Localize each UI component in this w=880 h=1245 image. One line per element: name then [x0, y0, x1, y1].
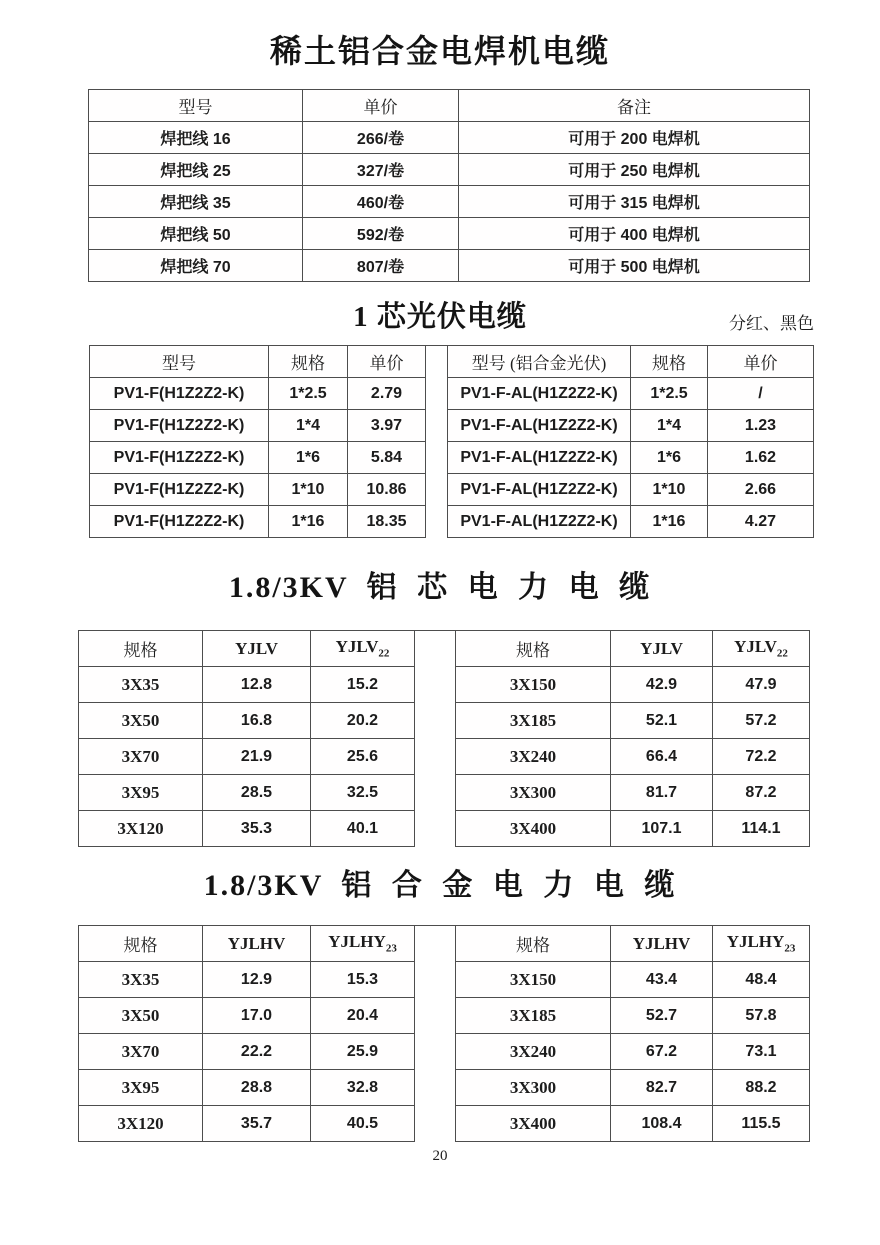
cell-price: 40.5: [311, 1106, 415, 1142]
cell-price: 3.97: [348, 410, 426, 442]
cell-price: 73.1: [713, 1034, 810, 1070]
cell-price: 67.2: [611, 1034, 713, 1070]
color-availability-note: 分红、黑色: [729, 314, 814, 333]
table-row: [456, 1070, 810, 1106]
cell-price: 28.5: [203, 775, 311, 811]
cell-price: 48.4: [713, 962, 810, 998]
table-row: [89, 218, 810, 250]
cell-model: 焊把线 16: [89, 122, 303, 154]
cell-price: 88.2: [713, 1070, 810, 1106]
column-header-spec: 规格: [456, 926, 611, 962]
cell-spec: 3X120: [79, 1106, 203, 1142]
al-core-cable-table-right: [455, 630, 810, 847]
cell-price: 16.8: [203, 703, 311, 739]
cell-model: 焊把线 25: [89, 154, 303, 186]
table-row: [456, 962, 810, 998]
table-row: [456, 1034, 810, 1070]
cell-price: 18.35: [348, 506, 426, 538]
column-header-price: 单价: [303, 90, 459, 122]
cell-spec: 3X150: [456, 962, 611, 998]
cell-price: 25.6: [311, 739, 415, 775]
table-row: [79, 739, 415, 775]
al-alloy-cable-table-right: [455, 925, 810, 1142]
cell-spec: 3X70: [79, 1034, 203, 1070]
column-header-spec: 规格: [79, 631, 203, 667]
cell-price: 108.4: [611, 1106, 713, 1142]
cell-price: 460/卷: [303, 186, 459, 218]
cell-price: 57.2: [713, 703, 810, 739]
table-row: [448, 378, 814, 410]
table-row: [456, 703, 810, 739]
cell-spec: 3X240: [456, 1034, 611, 1070]
cell-spec: 1*10: [269, 474, 348, 506]
cell-price: 35.3: [203, 811, 311, 847]
table-gap-connector: [415, 925, 455, 926]
column-header-model: 型号: [90, 346, 269, 378]
cell-model: PV1-F(H1Z2Z2-K): [90, 506, 269, 538]
cell-spec: 3X400: [456, 811, 611, 847]
cell-price: 47.9: [713, 667, 810, 703]
table-row: [90, 442, 426, 474]
cell-spec: 3X70: [79, 739, 203, 775]
cell-model: PV1-F(H1Z2Z2-K): [90, 410, 269, 442]
cell-model: PV1-F-AL(H1Z2Z2-K): [448, 506, 631, 538]
column-header-yjlv22: [713, 631, 810, 667]
column-header-yjlv22: [311, 631, 415, 667]
table-gap-connector: [415, 630, 455, 631]
cell-remark: 可用于 400 电焊机: [459, 218, 810, 250]
table-header-row: [456, 926, 810, 962]
column-header-yjlhy23: [311, 926, 415, 962]
header-subscript: 23: [385, 942, 397, 955]
table-row: [456, 1106, 810, 1142]
table-row: [79, 775, 415, 811]
cell-price: 2.66: [708, 474, 814, 506]
column-header-spec: 规格: [631, 346, 708, 378]
al-core-cable-table-left: [78, 630, 415, 847]
header-base: YJLHY: [328, 932, 386, 952]
table-row: [90, 410, 426, 442]
pv-cable-table-aluminum: [447, 345, 814, 538]
cell-price: 42.9: [611, 667, 713, 703]
al-alloy-cable-table-left: [78, 925, 415, 1142]
cell-price: 266/卷: [303, 122, 459, 154]
table-row: [79, 1034, 415, 1070]
cell-price: 21.9: [203, 739, 311, 775]
cell-spec: 1*2.5: [631, 378, 708, 410]
cell-price: 20.2: [311, 703, 415, 739]
cell-price: 52.7: [611, 998, 713, 1034]
cell-remark: 可用于 250 电焊机: [459, 154, 810, 186]
table-row: [79, 703, 415, 739]
cell-model: PV1-F-AL(H1Z2Z2-K): [448, 378, 631, 410]
table-gap-connector: [426, 345, 447, 346]
cell-spec: 3X300: [456, 775, 611, 811]
column-header-yjlv: YJLV: [203, 631, 311, 667]
cell-price: 1.62: [708, 442, 814, 474]
cell-price: 15.3: [311, 962, 415, 998]
section1-title: 稀土铝合金电焊机电缆: [269, 33, 610, 69]
column-header-yjlv: YJLV: [611, 631, 713, 667]
cell-spec: 1*2.5: [269, 378, 348, 410]
table-row: [456, 998, 810, 1034]
table-row: [456, 739, 810, 775]
cell-price: 57.8: [713, 998, 810, 1034]
column-header-model: 型号: [89, 90, 303, 122]
cell-model: PV1-F(H1Z2Z2-K): [90, 378, 269, 410]
cell-spec: 1*6: [269, 442, 348, 474]
column-header-spec: 规格: [269, 346, 348, 378]
column-header-price: 单价: [348, 346, 426, 378]
table-row: [90, 378, 426, 410]
cell-price: 40.1: [311, 811, 415, 847]
cell-price: 592/卷: [303, 218, 459, 250]
table-row: [79, 962, 415, 998]
cell-price: 35.7: [203, 1106, 311, 1142]
cell-price: 12.9: [203, 962, 311, 998]
cell-price: 20.4: [311, 998, 415, 1034]
cell-spec: 1*16: [269, 506, 348, 538]
table-row: [79, 667, 415, 703]
column-header-model: 型号 (铝合金光伏): [448, 346, 631, 378]
cell-price: 114.1: [713, 811, 810, 847]
table-row: [89, 186, 810, 218]
column-header-spec: 规格: [456, 631, 611, 667]
cell-spec: 1*10: [631, 474, 708, 506]
cell-price: 25.9: [311, 1034, 415, 1070]
table-header-row: [448, 346, 814, 378]
table-header-row: [90, 346, 426, 378]
cell-model: 焊把线 50: [89, 218, 303, 250]
table-row: [79, 1106, 415, 1142]
table-row: [448, 506, 814, 538]
cell-spec: 3X185: [456, 998, 611, 1034]
cell-model: PV1-F-AL(H1Z2Z2-K): [448, 410, 631, 442]
cell-spec: 3X35: [79, 667, 203, 703]
cell-price: 81.7: [611, 775, 713, 811]
table-header-row: [79, 631, 415, 667]
table-row: [90, 506, 426, 538]
cell-model: PV1-F(H1Z2Z2-K): [90, 474, 269, 506]
table-row: [79, 811, 415, 847]
cell-price: 52.1: [611, 703, 713, 739]
column-header-yjlhv: YJLHV: [611, 926, 713, 962]
cell-price: 2.79: [348, 378, 426, 410]
cell-price: /: [708, 378, 814, 410]
cell-model: PV1-F-AL(H1Z2Z2-K): [448, 442, 631, 474]
table-row: [448, 410, 814, 442]
table-row: [79, 1070, 415, 1106]
cell-model: PV1-F-AL(H1Z2Z2-K): [448, 474, 631, 506]
cell-spec: 3X95: [79, 1070, 203, 1106]
section4-title: 1.8/3KV 铝 合 金 电 力 电 缆: [203, 869, 677, 902]
cell-spec: 3X300: [456, 1070, 611, 1106]
cell-price: 87.2: [713, 775, 810, 811]
cell-price: 72.2: [713, 739, 810, 775]
cell-price: 32.5: [311, 775, 415, 811]
table-row: [456, 811, 810, 847]
column-header-remark: 备注: [459, 90, 810, 122]
cell-price: 107.1: [611, 811, 713, 847]
header-base: YJLV: [734, 637, 777, 657]
column-header-yjlhv: YJLHV: [203, 926, 311, 962]
section2-title: 1 芯光伏电缆: [353, 301, 527, 333]
cell-remark: 可用于 500 电焊机: [459, 250, 810, 282]
column-header-spec: 规格: [79, 926, 203, 962]
header-base: YJLV: [335, 637, 379, 657]
table-row: [89, 122, 810, 154]
table-row: [89, 250, 810, 282]
column-header-price: 单价: [708, 346, 814, 378]
cell-spec: 3X400: [456, 1106, 611, 1142]
cell-spec: 3X50: [79, 703, 203, 739]
cell-price: 28.8: [203, 1070, 311, 1106]
cell-spec: 1*16: [631, 506, 708, 538]
pv-cable-table-copper: [89, 345, 426, 538]
cell-spec: 1*6: [631, 442, 708, 474]
cell-price: 12.8: [203, 667, 311, 703]
cell-remark: 可用于 200 电焊机: [459, 122, 810, 154]
header-subscript: 22: [378, 647, 390, 660]
cell-price: 82.7: [611, 1070, 713, 1106]
table-row: [456, 775, 810, 811]
cell-price: 32.8: [311, 1070, 415, 1106]
table-row: [79, 998, 415, 1034]
table-row: [89, 154, 810, 186]
table-row: [448, 442, 814, 474]
cell-price: 43.4: [611, 962, 713, 998]
cell-price: 115.5: [713, 1106, 810, 1142]
section3-title: 1.8/3KV 铝 芯 电 力 电 缆: [228, 571, 652, 604]
column-header-yjlhy23: [713, 926, 810, 962]
header-base: YJLHY: [726, 932, 785, 952]
table-row: [448, 474, 814, 506]
table-row: [456, 667, 810, 703]
cell-spec: 3X95: [79, 775, 203, 811]
welding-cable-table: [88, 89, 810, 282]
cell-price: 807/卷: [303, 250, 459, 282]
cell-model: 焊把线 35: [89, 186, 303, 218]
cell-spec: 3X50: [79, 998, 203, 1034]
header-subscript: 23: [784, 942, 796, 955]
cell-spec: 1*4: [269, 410, 348, 442]
header-subscript: 22: [776, 647, 788, 660]
cell-spec: 3X35: [79, 962, 203, 998]
cell-price: 1.23: [708, 410, 814, 442]
cell-model: PV1-F(H1Z2Z2-K): [90, 442, 269, 474]
cell-spec: 3X185: [456, 703, 611, 739]
cell-model: 焊把线 70: [89, 250, 303, 282]
cell-price: 66.4: [611, 739, 713, 775]
table-header-row: [79, 926, 415, 962]
page-number: 20: [432, 1148, 448, 1164]
cell-price: 22.2: [203, 1034, 311, 1070]
cell-spec: 3X120: [79, 811, 203, 847]
cell-price: 327/卷: [303, 154, 459, 186]
cell-spec: 1*4: [631, 410, 708, 442]
cell-remark: 可用于 315 电焊机: [459, 186, 810, 218]
cell-spec: 3X150: [456, 667, 611, 703]
cell-price: 4.27: [708, 506, 814, 538]
cell-price: 5.84: [348, 442, 426, 474]
table-header-row: [89, 90, 810, 122]
cell-price: 10.86: [348, 474, 426, 506]
cell-spec: 3X240: [456, 739, 611, 775]
cell-price: 15.2: [311, 667, 415, 703]
cell-price: 17.0: [203, 998, 311, 1034]
table-row: [90, 474, 426, 506]
table-header-row: [456, 631, 810, 667]
